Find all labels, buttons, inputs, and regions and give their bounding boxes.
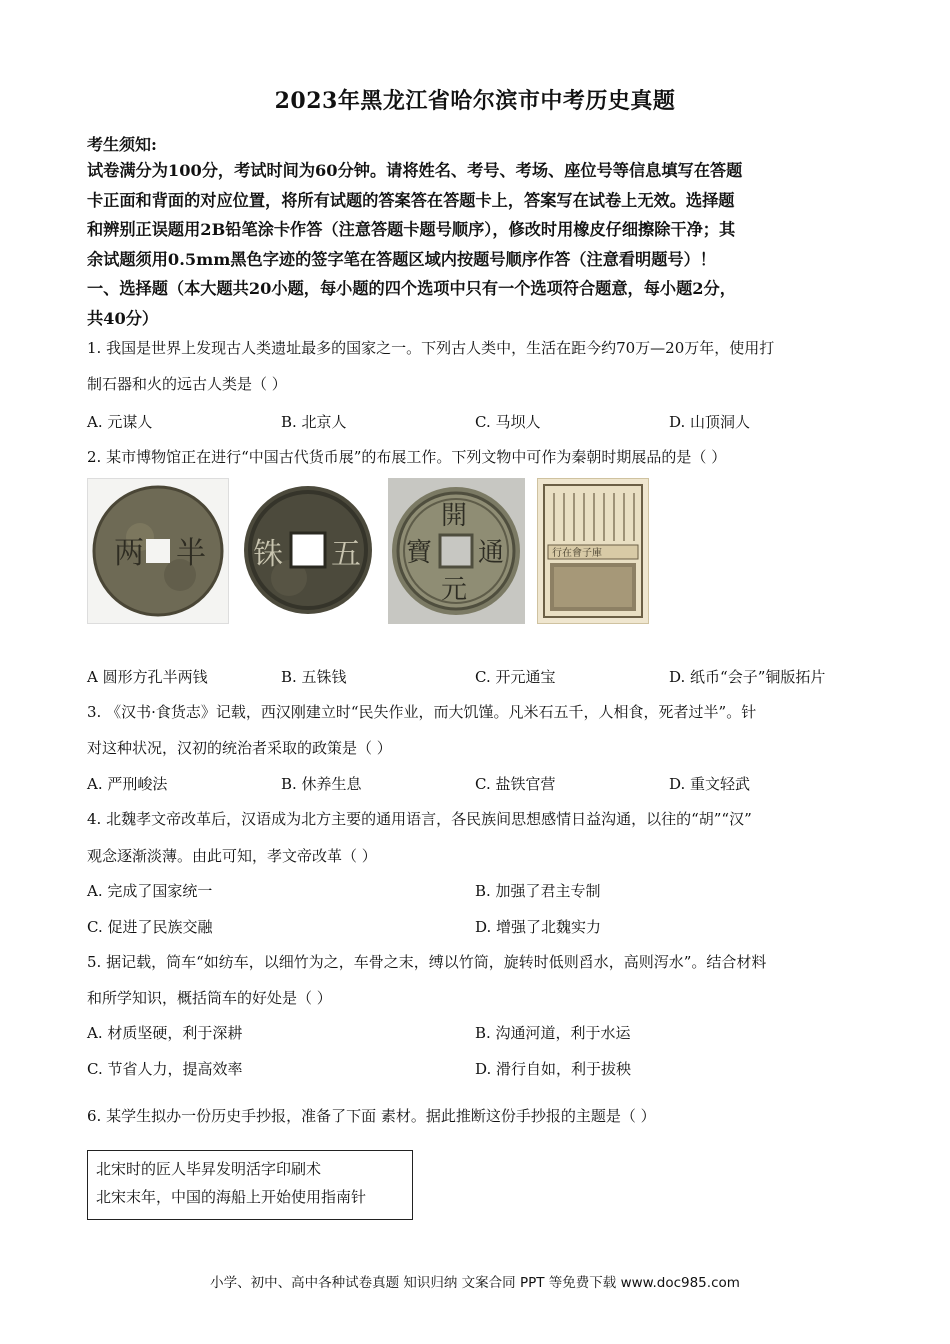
q2-option-a: A 圆形方孔半两钱	[87, 668, 208, 686]
coin-char: 铢	[253, 537, 283, 572]
section-heading-line: 一、选择题（本大题共20小题，每小题的四个选项中只有一个选项符合题意，每小题2分，	[87, 279, 736, 298]
q1-option-c: C. 马坝人	[475, 413, 541, 431]
notice-line: 余试题须用0.5mm黑色字迹的签字笔在答题区域内按题号顺序作答（注意看明题号）！	[87, 249, 716, 269]
section-heading	[87, 274, 867, 333]
question-4-stem: 4. 北魏孝文帝改革后，汉语成为北方主要的通用语言，各民族间思想感情日益沟通，以往的“胡”“汉”	[87, 810, 752, 828]
question-5-stem-cont: 和所学知识，概括筒车的好处是（ ）	[87, 989, 332, 1007]
coin-char: 寶	[406, 538, 433, 568]
coin-char: 通	[478, 538, 505, 568]
page-title: 2023年黑龙江省哈尔滨市中考历史真题	[274, 88, 676, 114]
coin-char: 两	[114, 536, 144, 571]
q3-option-b: B. 休养生息	[281, 775, 362, 793]
notice-body	[87, 156, 867, 274]
huizi-banknote-image	[537, 478, 649, 624]
banliang-coin-image	[87, 478, 229, 624]
question-3-stem-cont: 对这种状况，汉初的统治者采取的政策是（ ）	[87, 739, 392, 757]
section-heading-line: 共40分）	[87, 308, 159, 328]
material-line: 北宋末年，中国的海船上开始使用指南针	[96, 1188, 367, 1206]
q3-option-d: D. 重文轻武	[669, 775, 751, 793]
q5-option-b: B. 沟通河道，利于水运	[475, 1024, 631, 1042]
q3-option-a: A. 严刑峻法	[87, 775, 168, 793]
q2-option-d: D. 纸币“会子”铜版拓片	[669, 668, 826, 686]
question-6-stem: 6. 某学生拟办一份历史手抄报，准备了下面 素材。据此推断这份手抄报的主题是（ ）	[87, 1107, 656, 1125]
question-2-stem: 2. 某市博物馆正在进行“中国古代货币展”的布展工作。下列文物中可作为秦朝时期展品的是（ ）	[87, 448, 727, 466]
coin-char: 五	[331, 537, 361, 572]
question-5-stem: 5. 据记载，筒车“如纺车，以细竹为之，车骨之末，缚以竹筒，旋转时低则舀水，高则泻水”。结合材料	[87, 953, 767, 971]
material-line: 北宋时的匠人毕昇发明活字印刷术	[96, 1160, 322, 1178]
q5-option-a: A. 材质坚硬，利于深耕	[87, 1024, 243, 1042]
notice-heading: 考生须知:	[87, 135, 157, 154]
wuzhu-coin-image	[239, 478, 377, 622]
page-footer: 小学、初中、高中各种试卷真题 知识归纳 文案合同 PPT 等免费下载 www.doc985.com	[210, 1275, 740, 1291]
banknote-text: 行在會子庫	[552, 548, 602, 559]
notice-line: 和辨别正误题用2B铅笔涂卡作答（注意答题卡题号顺序），修改时用橡皮仔细擦除干净；其	[87, 220, 736, 239]
q4-option-b: B. 加强了君主专制	[475, 882, 601, 900]
question-1-stem-cont: 制石器和火的远古人类是（ ）	[87, 375, 287, 393]
q4-option-c: C. 促进了民族交融	[87, 918, 213, 936]
q3-option-c: C. 盐铁官营	[475, 775, 556, 793]
coin-char: 開	[441, 501, 468, 531]
question-3-stem: 3. 《汉书·食货志》记载，西汉刚建立时“民失作业，而大饥馑。凡米石五千，人相食，死者过半”。针	[87, 703, 757, 721]
q1-option-d: D. 山顶洞人	[669, 413, 751, 431]
notice-line: 试卷满分为100分，考试时间为60分钟。请将姓名、考号、考场、座位号等信息填写在答题	[87, 161, 743, 180]
q1-option-a: A. 元谋人	[87, 413, 153, 431]
q1-option-b: B. 北京人	[281, 413, 347, 431]
question-4-stem-cont: 观念逐渐淡薄。由此可知，孝文帝改革（ ）	[87, 847, 377, 865]
q5-option-d: D. 滑行自如，利于拔秧	[475, 1060, 632, 1078]
coin-char: 半	[176, 536, 206, 571]
q5-option-c: C. 节省人力，提高效率	[87, 1060, 243, 1078]
coin-char: 元	[441, 575, 468, 605]
material-box	[87, 1150, 413, 1220]
question-1-stem: 1. 我国是世界上发现古人类遗址最多的国家之一。下列古人类中，生活在距今约70万—20万年，使用打	[87, 339, 775, 357]
q4-option-a: A. 完成了国家统一	[87, 882, 213, 900]
q2-option-c: C. 开元通宝	[475, 668, 556, 686]
notice-line: 卡正面和背面的对应位置，将所有试题的答案答在答题卡上，答案写在试卷上无效。选择题	[87, 190, 735, 210]
kaiyuan-coin-image	[388, 478, 525, 624]
q2-option-b: B. 五铢钱	[281, 668, 347, 686]
q4-option-d: D. 增强了北魏实力	[475, 918, 602, 936]
